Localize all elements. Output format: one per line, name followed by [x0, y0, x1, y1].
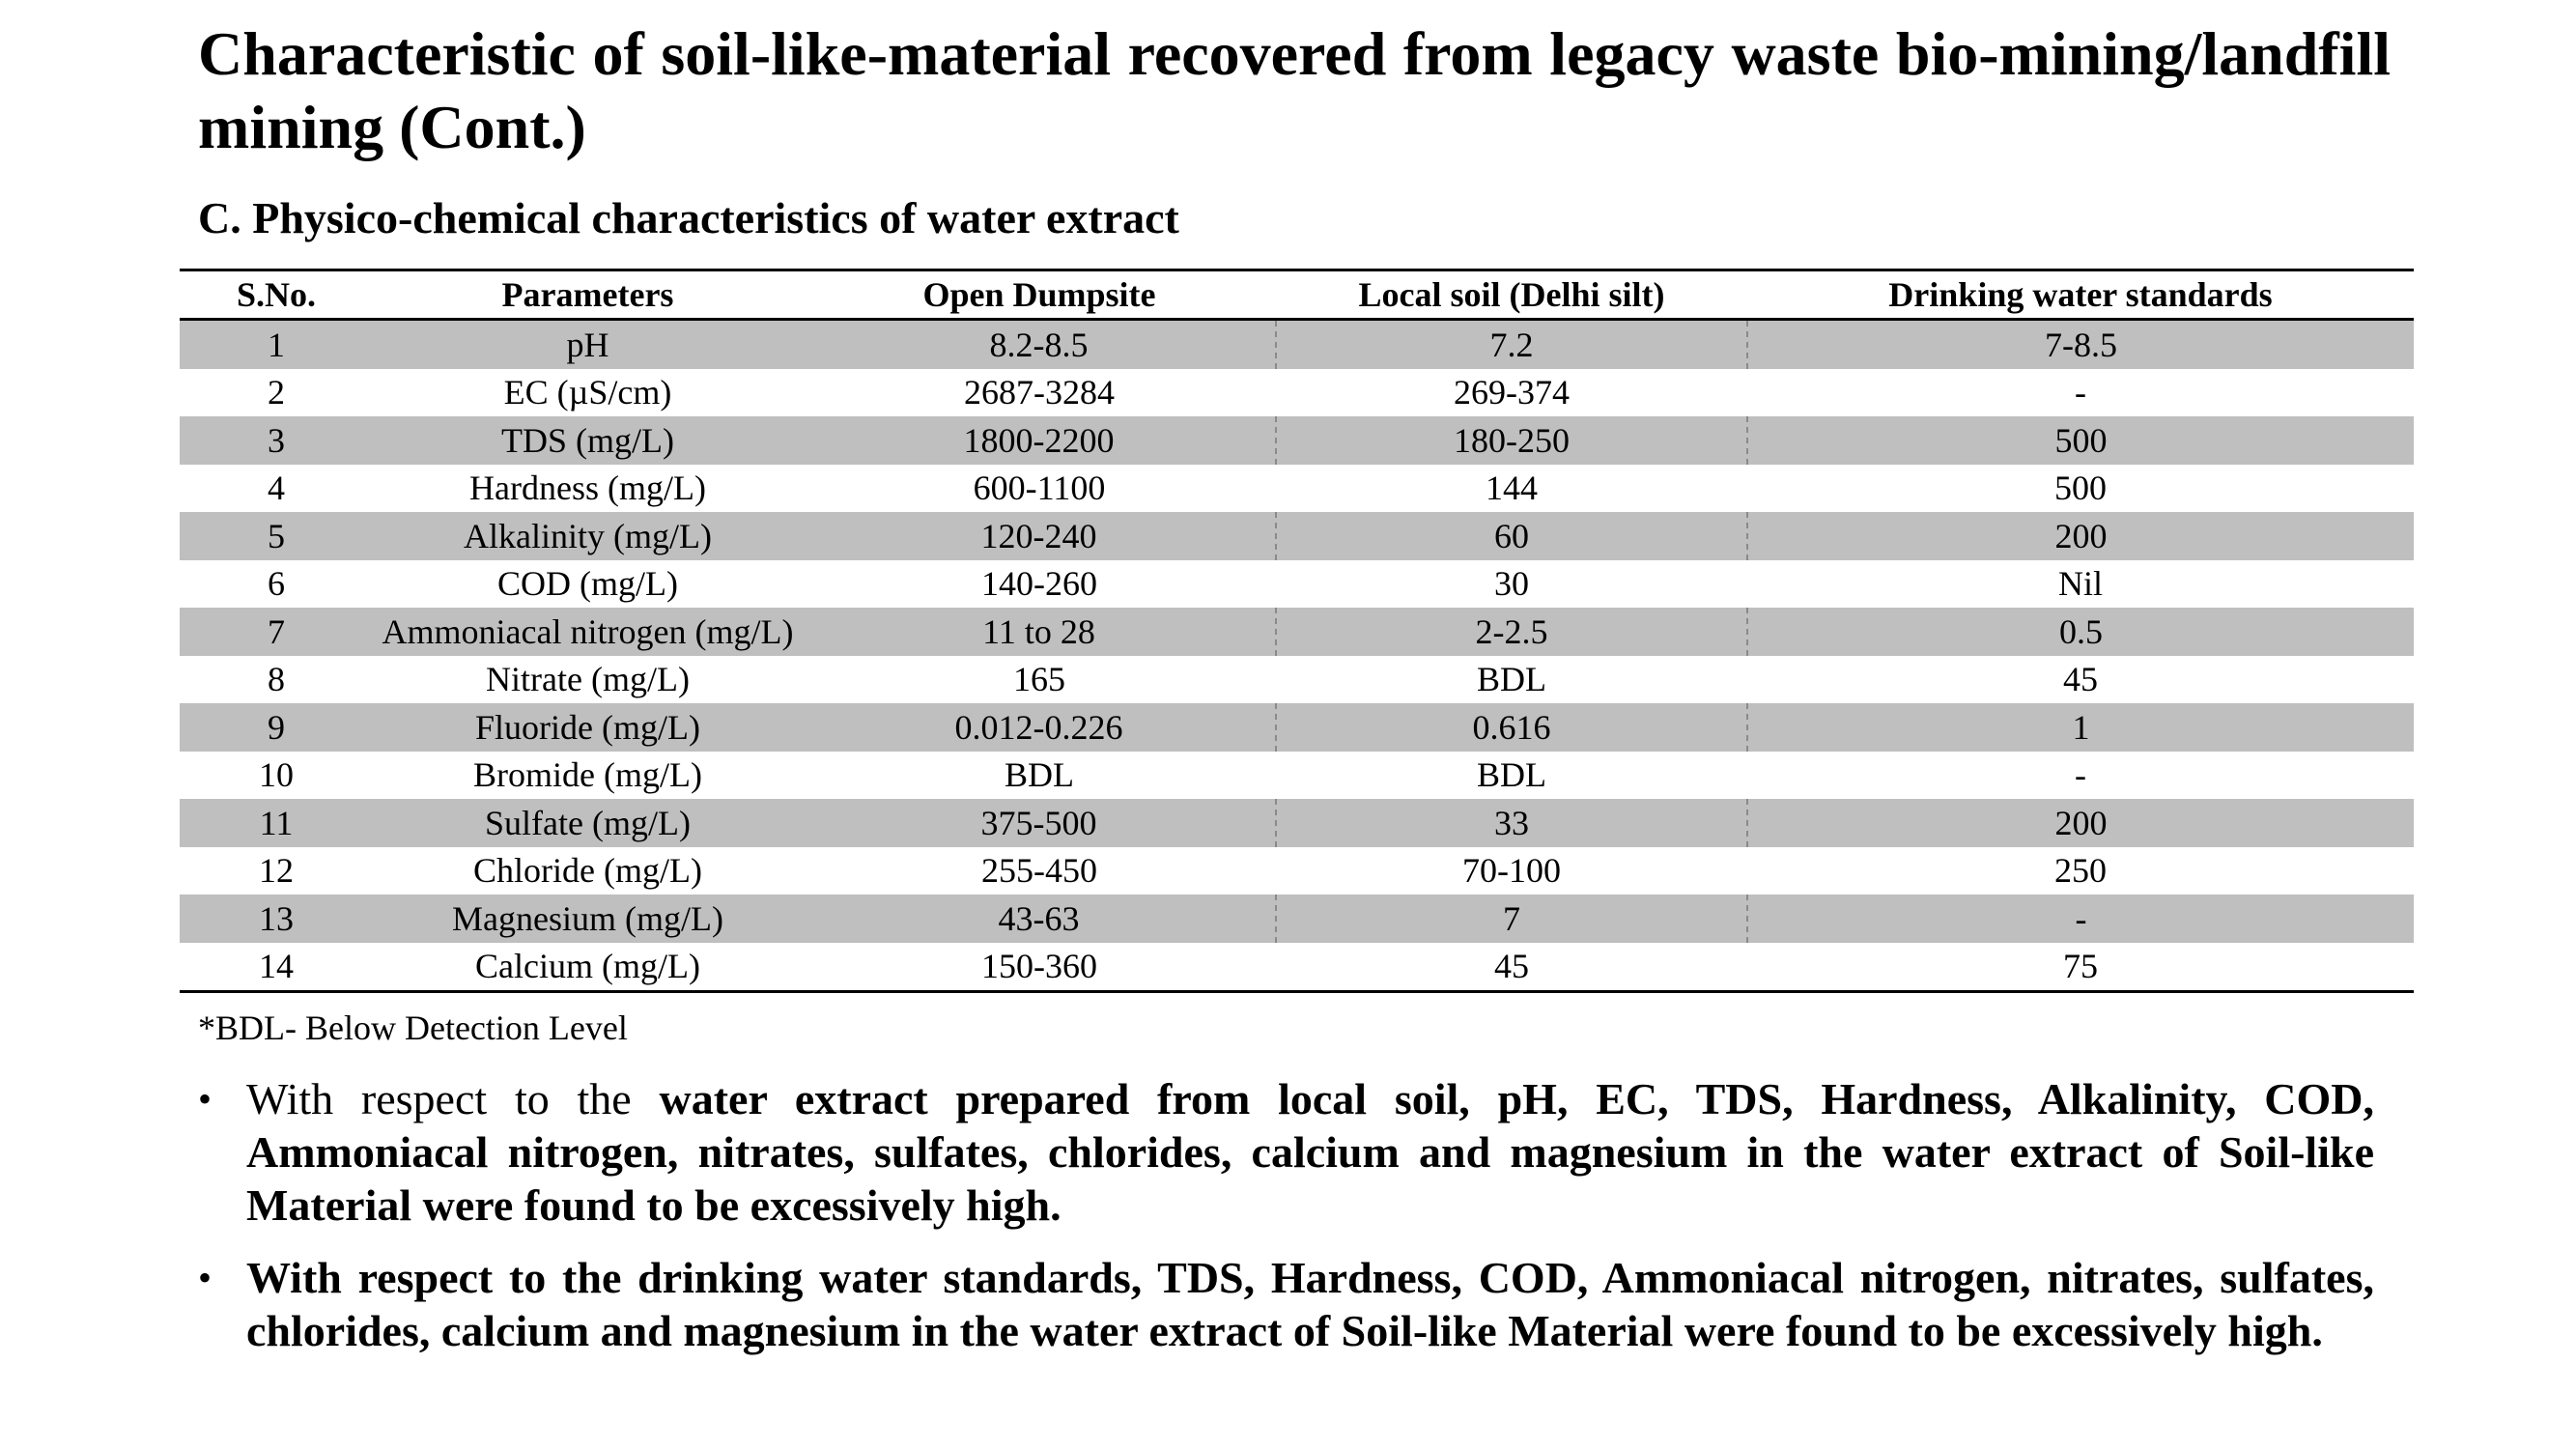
bullet-text: With respect to the drinking water standards, TDS, Hardness, COD, Ammoniacal nitrogen, nitrates, sulfates, chlorides, calcium and magnesium in the water extract of Soil-like Material were found to be excessively high. — [246, 1253, 2374, 1355]
table-row — [180, 943, 2414, 992]
cell-drinking-water: 0.5 — [1747, 608, 2414, 656]
cell-sno: 13 — [180, 895, 373, 943]
cell-open-dumpsite: 375-500 — [803, 799, 1276, 847]
cell-drinking-water: - — [2075, 373, 2086, 412]
cell-local-soil: 7 — [1276, 895, 1747, 943]
table-row — [180, 512, 2414, 560]
table-row — [180, 608, 2414, 656]
cell-parameter: Magnesium (mg/L) — [373, 895, 803, 943]
cell-parameter: Nitrate (mg/L) — [486, 660, 690, 699]
cell-parameter: Calcium (mg/L) — [475, 947, 700, 986]
characteristics-table — [180, 269, 2414, 993]
table-row — [180, 465, 2414, 513]
cell-local-soil: 269-374 — [1454, 373, 1570, 412]
table-row — [180, 847, 2414, 895]
cell-sno: 14 — [259, 947, 294, 986]
cell-drinking-water: 7-8.5 — [1747, 320, 2414, 369]
cell-sno: 1 — [180, 320, 373, 369]
cell-sno: 8 — [268, 660, 285, 699]
cell-sno: 11 — [180, 799, 373, 847]
cell-open-dumpsite: 255-450 — [981, 851, 1097, 891]
cell-parameter: Hardness (mg/L) — [469, 469, 706, 508]
cell-parameter: Chloride (mg/L) — [473, 851, 702, 891]
cell-parameter: COD (mg/L) — [497, 564, 678, 604]
cell-local-soil: 33 — [1276, 799, 1747, 847]
cell-sno: 5 — [180, 512, 373, 560]
cell-drinking-water: 200 — [1747, 512, 2414, 560]
cell-parameter: pH — [373, 320, 803, 369]
cell-local-soil: 70-100 — [1462, 851, 1561, 891]
cell-sno: 3 — [180, 416, 373, 465]
table-row — [180, 560, 2414, 609]
cell-drinking-water: 1 — [1747, 703, 2414, 752]
table-row — [180, 369, 2414, 417]
cell-parameter: Alkalinity (mg/L) — [373, 512, 803, 560]
cell-local-soil: 180-250 — [1276, 416, 1747, 465]
bullet-item — [198, 1072, 2374, 1232]
cell-open-dumpsite: 120-240 — [803, 512, 1276, 560]
cell-open-dumpsite: 165 — [1013, 660, 1065, 699]
table-footnote: *BDL- Below Detection Level — [198, 1009, 628, 1047]
cell-open-dumpsite: 43-63 — [803, 895, 1276, 943]
cell-open-dumpsite: 150-360 — [981, 947, 1097, 986]
cell-sno: 12 — [259, 851, 294, 891]
cell-local-soil: 60 — [1276, 512, 1747, 560]
cell-local-soil: 0.616 — [1276, 703, 1747, 752]
bullet-dot-icon: • — [198, 1077, 212, 1121]
cell-open-dumpsite: 8.2-8.5 — [803, 320, 1276, 369]
cell-drinking-water: - — [1747, 895, 2414, 943]
cell-sno: 7 — [180, 608, 373, 656]
cell-drinking-water: - — [2075, 755, 2086, 795]
cell-open-dumpsite: 11 to 28 — [803, 608, 1276, 656]
header-sno: S.No. — [180, 270, 373, 320]
bullet-item — [198, 1251, 2374, 1357]
cell-parameter: Sulfate (mg/L) — [373, 799, 803, 847]
cell-local-soil: 2-2.5 — [1276, 608, 1747, 656]
cell-drinking-water: 500 — [1747, 416, 2414, 465]
table-row — [180, 656, 2414, 704]
table-row — [180, 320, 2414, 369]
cell-sno: 2 — [268, 373, 285, 412]
cell-parameter: Fluoride (mg/L) — [373, 703, 803, 752]
table-header-row — [180, 270, 2414, 320]
cell-local-soil: 144 — [1486, 469, 1538, 508]
cell-parameter: Bromide (mg/L) — [473, 755, 702, 795]
bullet-lead-text: With respect to the — [246, 1074, 660, 1123]
cell-drinking-water: Nil — [2057, 564, 2103, 604]
cell-open-dumpsite: 600-1100 — [973, 469, 1106, 508]
cell-local-soil: 30 — [1494, 564, 1529, 604]
cell-drinking-water: 200 — [1747, 799, 2414, 847]
cell-open-dumpsite: 140-260 — [981, 564, 1097, 604]
header-open-dumpsite: Open Dumpsite — [803, 270, 1276, 320]
table-row — [180, 752, 2414, 800]
cell-sno: 4 — [268, 469, 285, 508]
table-row — [180, 799, 2414, 847]
cell-drinking-water: 45 — [2063, 660, 2098, 699]
cell-open-dumpsite: 2687-3284 — [964, 373, 1115, 412]
cell-parameter: Ammoniacal nitrogen (mg/L) — [373, 608, 803, 656]
bullet-dot-icon: • — [198, 1256, 212, 1299]
section-subtitle: C. Physico-chemical characteristics of water extract — [198, 193, 1179, 242]
bullet-list — [198, 1072, 2374, 1377]
cell-drinking-water: 500 — [2054, 469, 2107, 508]
table-row — [180, 416, 2414, 465]
header-parameters: Parameters — [373, 270, 803, 320]
slide-title: Characteristic of soil-like-material recovered from legacy waste bio-mining/landfill mining (Cont.) — [198, 19, 2391, 161]
cell-parameter: EC (µS/cm) — [503, 373, 672, 412]
header-drinking-water: Drinking water standards — [1747, 270, 2414, 320]
cell-open-dumpsite: BDL — [1005, 755, 1074, 795]
cell-local-soil: 7.2 — [1276, 320, 1747, 369]
header-local-soil: Local soil (Delhi silt) — [1276, 270, 1747, 320]
table-row — [180, 703, 2414, 752]
bullet-text: water extract prepared from local soil, pH, EC, TDS, Hardness, Alkalinity, COD, Ammoniacal nitrogen, nitrates, sulfates, chlorides, calcium and magnesium in the water extract of Soil-like Material were found to be excessively high. — [246, 1074, 2374, 1230]
cell-sno: 9 — [180, 703, 373, 752]
cell-drinking-water: 250 — [2054, 851, 2107, 891]
cell-parameter: TDS (mg/L) — [373, 416, 803, 465]
cell-local-soil: BDL — [1477, 660, 1546, 699]
cell-open-dumpsite: 1800-2200 — [803, 416, 1276, 465]
table-row — [180, 895, 2414, 943]
cell-local-soil: BDL — [1477, 755, 1546, 795]
cell-sno: 6 — [268, 564, 285, 604]
cell-local-soil: 45 — [1494, 947, 1529, 986]
cell-sno: 10 — [259, 755, 294, 795]
cell-drinking-water: 75 — [2063, 947, 2098, 986]
cell-open-dumpsite: 0.012-0.226 — [803, 703, 1276, 752]
